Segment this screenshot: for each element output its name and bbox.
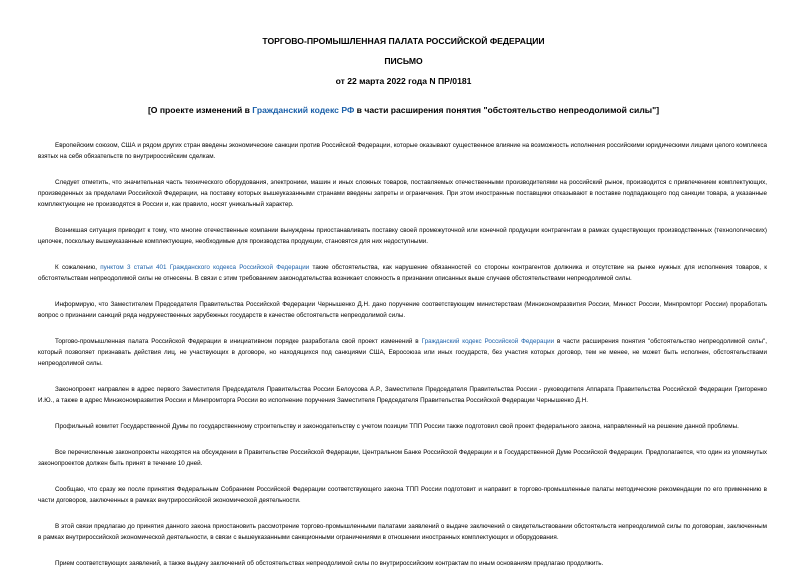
paragraph-7: Законопроект направлен в адрес первого Заместителя Председателя Правительства России Белоусова А.Р., Заместителя Председателя Правительства России - руководителя Аппарата Правительства Российской Федерации Григоренко И.Ю., а также в адрес Минэкономразвития России и Минпромторга России во исполнение поручения Заместителя Председателя Правительства Российской Федерации Чернышенко Д.Н. (38, 386, 767, 404)
paragraph-8: Профильный комитет Государственной Думы по государственному строительству и законодательству с учетом позиции ТПП России также подготовил свой проект федерального закона, направленный на решение данной проблемы. (55, 423, 739, 430)
organization-title: ТОРГОВО-ПРОМЫШЛЕННАЯ ПАЛАТА РОССИЙСКОЙ ФЕДЕРАЦИИ (262, 36, 545, 46)
paragraph-6 (38, 336, 767, 369)
paragraph-11: В этой связи предлагаю до принятия данного закона приостановить рассмотрение торгово-промышленными палатами заявлений о выдаче заключений о свидетельствовании обстоятельств непреодолимой силы по договорам, заключенным в рамках внутрироссийской экономической деятельности, в связи с вышеуказанными санкционными ограничениями в отношении иностранных комплектующих и оборудования. (38, 523, 767, 541)
document-date-number: от 22 марта 2022 года N ПР/0181 (335, 76, 472, 86)
paragraph-6-start: Торгово-промышленная палата Российской Федерации в инициативном порядке разработала свой проект изменений в (55, 338, 422, 345)
paragraph-4-start: К сожалению, (55, 264, 101, 271)
paragraph-12: Прием соответствующих заявлений, а также выдачу заключений об обстоятельствах непреодолимой силы по внутрироссийским контрактам по иным основаниям предлагаю продолжить. (55, 560, 604, 567)
subject-prefix: [О проекте изменений в (147, 105, 253, 115)
document-body (38, 140, 767, 584)
article-401-link[interactable]: пунктом 3 статьи 401 Гражданского кодекса Российской Федерации (100, 264, 310, 271)
civil-code-link[interactable]: Гражданский кодекс РФ (252, 105, 355, 115)
paragraph-4 (38, 262, 767, 284)
paragraph-9: Все перечисленные законопроекты находятся на обсуждении в Правительстве Российской Федерации, Центральном Банке Российской Федерации и в Государственной Думе Российской Федерации. Предполагается, что один из упомянутых законопроектов должен быть принят в течение 10 дней. (38, 449, 767, 467)
paragraph-3: Возникшая ситуация приводит к тому, что многие отечественные компании вынуждены приостанавливать поставку своей промежуточной или конечной продукции контрагентам в рамках существующих производственных (технологических) цепочек, поскольку вышеуказанные комплектующие, необходимые для производства продукции, становятся для них недоступными. (38, 227, 767, 245)
paragraph-1: Европейским союзом, США и рядом других стран введены экономические санкции против Российской Федерации, которые оказывают существенное влияние на возможность исполнения российскими юридическими лицами целого комплекса взятых на себя обязательств по внутрироссийским сделкам. (38, 142, 767, 160)
civil-code-rf-link[interactable]: Гражданский кодекс Российской Федерации (421, 338, 555, 345)
paragraph-6-end: в части расширения понятия "обстоятельство непреодолимой силы", который позволяет признавать действия лиц, не участвующих в договоре, но находящихся под санкциями США, Евросоюза или иных государств, без участия которых договор, тем не менее, не может быть исполнен, обстоятельствами непреодолимой силы. (38, 338, 767, 367)
paragraph-5: Информирую, что Заместителем Председателя Правительства Российской Федерации Чернышенко Д.Н. дано поручение соответствующим министерствам (Минэкономразвития России, Минюст России, Минпромторг России) проработать вопрос о признании санкций ряда недружественных зарубежных государств в качестве обстоятельств непреодолимой силы. (38, 301, 767, 319)
document-type: ПИСЬМО (384, 56, 423, 66)
paragraph-10: Сообщаю, что сразу же после принятия Федеральным Собранием Российской Федерации соответствующего закона ТПП России подготовит и направит в торгово-промышленные палаты методические рекомендации по его применению в части договоров, заключенных в рамках внутрироссийской экономической деятельности. (38, 486, 767, 504)
paragraph-2: Следует отметить, что значительная часть технического оборудования, электроники, машин и иных сложных товаров, поставляемых отечественными производителями на российский рынок, производится с привлечением комплектующих, произведенных за пределами Российской Федерации, на поставку которых вышеуказанными странами введены запреты и ограничения. При этом иностранные поставщики отказывают в поставке подпадающего под санкции товара, а указанные комплектующие не производятся в России и, как правило, носят уникальный характер. (38, 179, 767, 208)
document-subject (0, 105, 807, 115)
paragraph-4-end: такие обстоятельства, как нарушение обязанностей со стороны контрагентов должника и отсутствие на рынке нужных для исполнения товаров, к обстоятельствам непреодолимой силы не отнесены. В связи с этим требованием законодательства возникает сложность в признании описанных выше случаев обстоятельствами непреодолимой силы. (38, 264, 767, 282)
subject-suffix: в части расширения понятия "обстоятельство непреодолимой силы"] (354, 105, 660, 115)
